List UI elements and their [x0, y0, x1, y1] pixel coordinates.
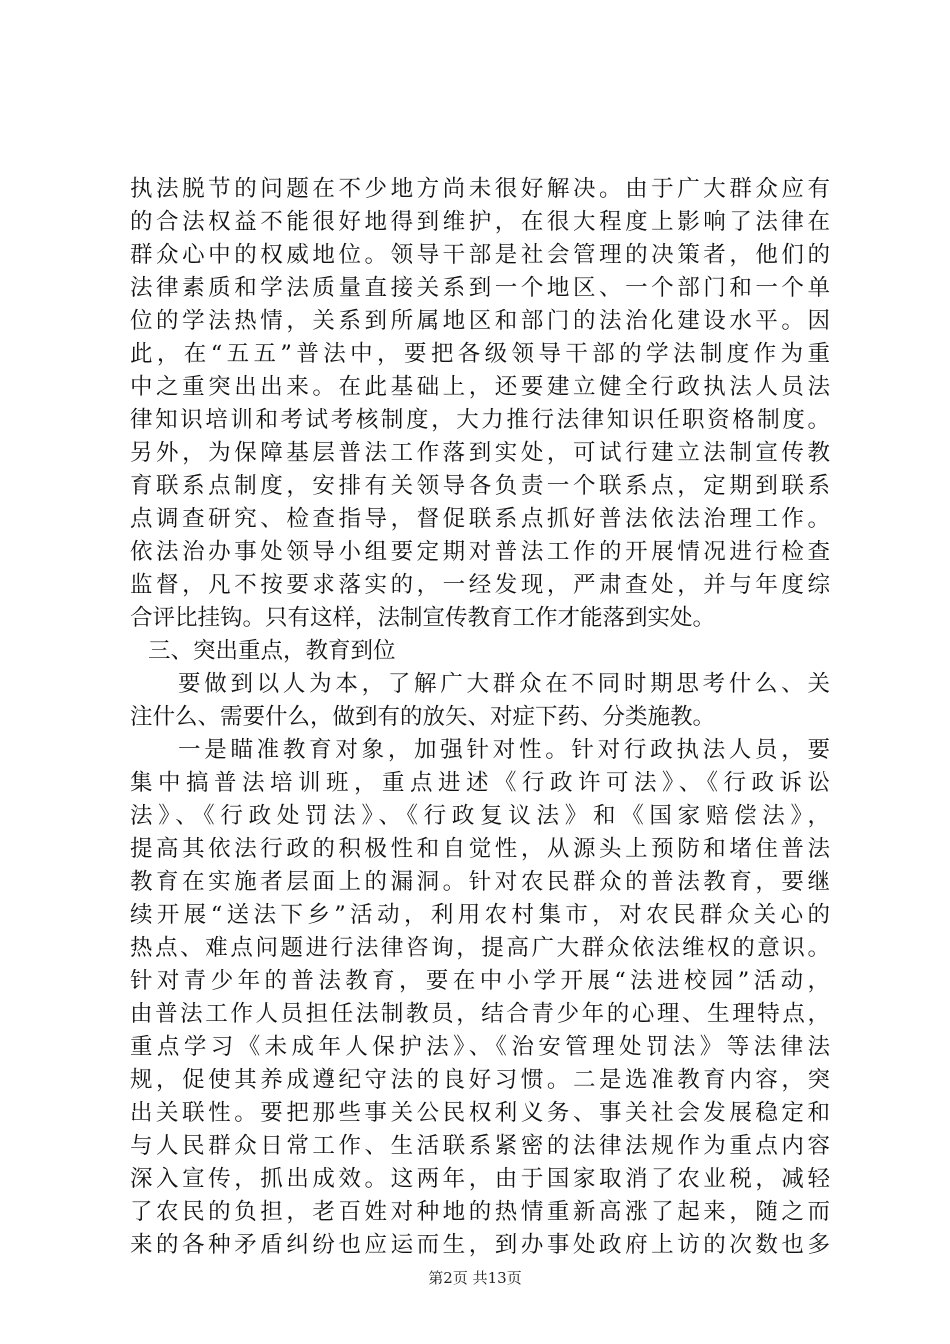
- text-line: 另外，为保障基层普法工作落到实处，可试行建立法制宣传教: [130, 440, 830, 466]
- text-line: 热点、难点问题进行法律咨询，提高广大群众依法维权的意识。: [130, 935, 830, 961]
- text-line: 的合法权益不能很好地得到维护，在很大程度上影响了法律在: [130, 209, 830, 235]
- text-line: 群众心中的权威地位。领导干部是社会管理的决策者，他们的: [130, 242, 830, 268]
- text-line: 注什么、需要什么，做到有的放矢、对症下药、分类施教。: [130, 704, 716, 730]
- page-number: 第2页 共13页: [428, 1269, 522, 1287]
- text-line: 与人民群众日常工作、生活联系紧密的法律法规作为重点内容: [130, 1133, 830, 1159]
- text-line: 了农民的负担，老百姓对种地的热情重新高涨了起来，随之而: [130, 1199, 830, 1225]
- text-line: 提高其依法行政的积极性和自觉性，从源头上预防和堵住普法: [130, 836, 830, 862]
- text-line: 育联系点制度，安排有关领导各负责一个联系点，定期到联系: [130, 473, 830, 499]
- text-line: 法》、《行政处罚法》、《行政复议法》和《国家赔偿法》，: [130, 803, 830, 829]
- text-line: 此，在“五五”普法中，要把各级领导干部的学法制度作为重: [130, 341, 830, 367]
- text-line: 一是瞄准教育对象，加强针对性。针对行政执法人员，要: [178, 737, 830, 763]
- text-line: 监督，凡不按要求落实的，一经发现，严肃查处，并与年度综: [130, 572, 830, 598]
- text-line: 中之重突出出来。在此基础上，还要建立健全行政执法人员法: [130, 374, 830, 400]
- text-line: 重点学习《未成年人保护法》、《治安管理处罚法》等法律法: [130, 1034, 830, 1060]
- text-line: 针对青少年的普法教育，要在中小学开展“法进校园”活动，: [130, 968, 830, 994]
- text-line: 位的学法热情，关系到所属地区和部门的法治化建设水平。因: [130, 308, 830, 334]
- text-line: 点调查研究、检查指导，督促联系点抓好普法依法治理工作。: [130, 506, 830, 532]
- text-line: 律知识培训和考试考核制度，大力推行法律知识任职资格制度。: [130, 407, 830, 433]
- text-line: 续开展“送法下乡”活动，利用农村集市，对农民群众关心的: [130, 902, 830, 928]
- text-line: 集中搞普法培训班，重点进述《行政许可法》、《行政诉讼: [130, 770, 830, 796]
- text-line: 法律素质和学法质量直接关系到一个地区、一个部门和一个单: [130, 275, 830, 301]
- text-line: 依法治办事处领导小组要定期对普法工作的开展情况进行检查: [130, 539, 830, 565]
- document-body: [130, 173, 830, 1262]
- text-line: 教育在实施者层面上的漏洞。针对农民群众的普法教育，要继: [130, 869, 830, 895]
- text-line: 深入宣传，抓出成效。这两年，由于国家取消了农业税，减轻: [130, 1166, 830, 1192]
- text-line: 规，促使其养成遵纪守法的良好习惯。二是选准教育内容，突: [130, 1067, 830, 1093]
- section-heading: 三、突出重点，教育到位: [148, 638, 396, 664]
- text-line: 执法脱节的问题在不少地方尚未很好解决。由于广大群众应有: [130, 176, 830, 202]
- text-line: 出关联性。要把那些事关公民权利义务、事关社会发展稳定和: [130, 1100, 830, 1126]
- text-line: 由普法工作人员担任法制教员，结合青少年的心理、生理特点，: [130, 1001, 830, 1027]
- text-line: 来的各种矛盾纠纷也应运而生，到办事处政府上访的次数也多: [130, 1232, 830, 1258]
- text-line: 要做到以人为本，了解广大群众在不同时期思考什么、关: [178, 671, 830, 697]
- text-line: 合评比挂钩。只有这样，法制宣传教育工作才能落到实处。: [130, 605, 716, 631]
